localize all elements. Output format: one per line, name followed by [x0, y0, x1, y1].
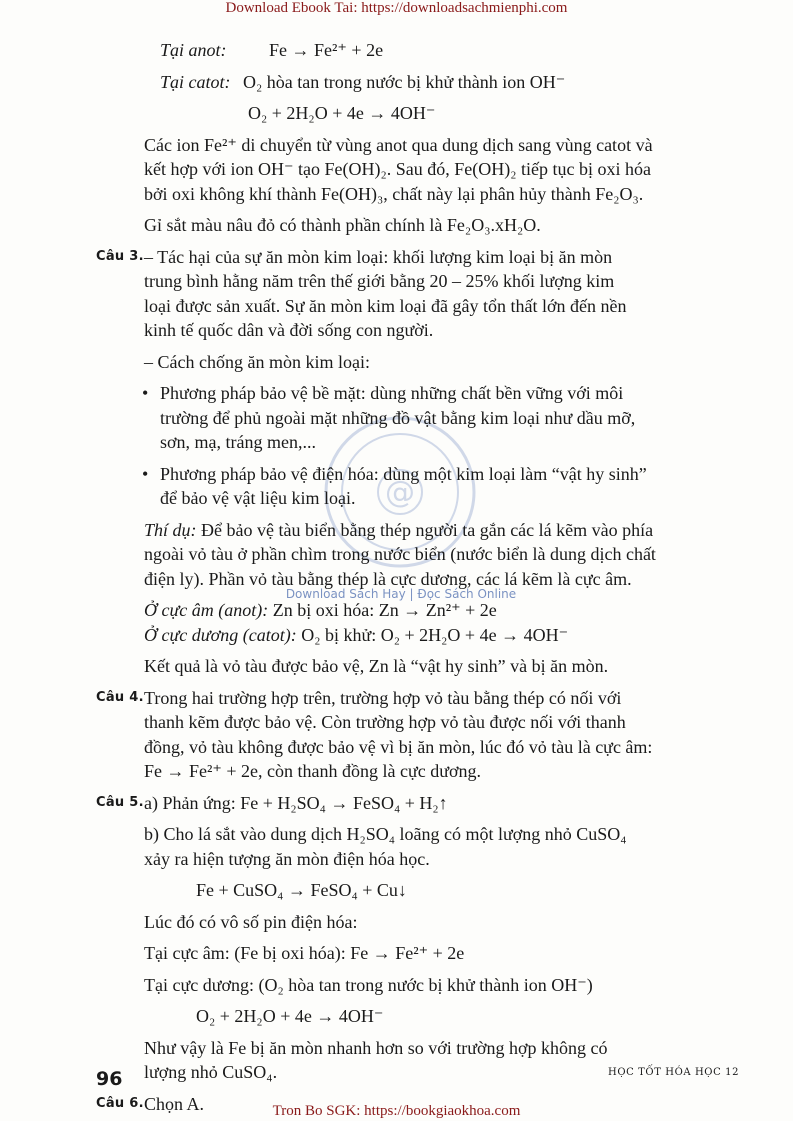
paragraph-line: thanh kẽm được bảo vệ. Còn trường hợp vỏ tàu được nối với thanh — [144, 712, 626, 732]
example-line: Thí dụ: Để bảo vệ tàu biển bằng thép người ta gắn các lá kẽm vào phía — [144, 519, 654, 540]
question-label: Câu 6. — [96, 1095, 144, 1111]
sgk-banner[interactable]: Tron Bo SGK: https://bookgiaokhoa.com — [272, 1103, 521, 1119]
svg-text:@: @ — [385, 475, 415, 510]
paragraph-line: Tại cực dương: (O₂ hòa tan trong nước bị khử thành ion OH⁻) — [144, 974, 593, 995]
paragraph-line: loại được sản xuất. Sự ăn mòn kim loại đã gây tổn thất lớn đến nền — [144, 295, 627, 316]
bullet-item: • Phương pháp bảo vệ bề mặt: dùng những chất bền vững với môi — [96, 381, 736, 406]
anot-line: Tại anot: Fe → Fe²⁺ + 2e — [160, 40, 384, 60]
download-banner[interactable]: Download Ebook Tai: https://downloadsachmienphi.com — [225, 0, 568, 16]
question-6: Câu 6. Chọn A. — [96, 1092, 736, 1117]
paragraph-line: Kết quả là vỏ tàu được bảo vệ, Zn là “vật hy sinh” và bị ăn mòn. — [144, 656, 609, 676]
paragraph-line: kết hợp với ion OH⁻ tạo Fe(OH)₂. Sau đó, Fe(OH)₂ tiếp tục bị oxi hóa — [144, 159, 652, 179]
question-label: Câu 5. — [96, 794, 144, 810]
bullet-item: • Phương pháp bảo vệ điện hóa: dùng một kim loại làm “vật hy sinh” — [96, 462, 736, 487]
cathode-reaction: Ở cực dương (catot): O₂ bị khử: O₂ + 2H₂O + 4e → 4OH⁻ — [144, 624, 569, 645]
paragraph-line: xảy ra hiện tượng ăn mòn điện hóa học. — [144, 848, 430, 869]
question-4: Câu 4. Trong hai trường hợp trên, trường hợp vỏ tàu bằng thép có nối với — [96, 686, 736, 711]
bullet-icon: • — [142, 383, 149, 403]
paragraph-line: điện ly). Phần vỏ tàu bằng thép là cực dương, các lá kẽm là cực âm. — [144, 568, 632, 589]
paragraph-line: Tại cực âm: (Fe bị oxi hóa): Fe → Fe²⁺ + 2e — [144, 943, 465, 963]
watermark-caption: Download Sách Hay | Đọc Sách Online — [285, 587, 517, 601]
catot-line: Tại catot: O₂ hòa tan trong nước bị khử thành ion OH⁻ — [160, 71, 566, 92]
page-number: 96 — [96, 1068, 123, 1090]
paragraph-line: Như vậy là Fe bị ăn mòn nhanh hơn so với trường hợp không có — [144, 1037, 608, 1058]
paragraph-line: bởi oxi không khí thành Fe(OH)₃, chất này lại phân hủy thành Fe₂O₃. — [144, 183, 644, 204]
paragraph-line: ngoài vỏ tàu ở phần chìm trong nước biển (nước biển là dung dịch chất — [144, 544, 656, 564]
question-label: Câu 3. — [96, 248, 144, 264]
question-label: Câu 4. — [96, 689, 144, 705]
paragraph-line: kinh tế quốc dân và đời sống con người. — [144, 320, 434, 340]
paragraph-line: sơn, mạ, tráng men,... — [160, 432, 316, 452]
paragraph-line: Lúc đó có vô số pin điện hóa: — [144, 911, 358, 932]
paragraph-line: đồng, vỏ tàu không được bảo vệ vì bị ăn mòn, lúc đó vỏ tàu là cực âm: — [144, 736, 653, 757]
equation-line: O₂ + 2H₂O + 4e → 4OH⁻ — [196, 1006, 384, 1026]
paragraph-line: để bảo vệ vật liệu kim loại. — [160, 488, 356, 508]
paragraph-line: trường để phủ ngoài mặt những đồ vật bằng kim loại như dầu mỡ, — [160, 407, 636, 428]
equation-line: Fe + CuSO₄ → FeSO₄ + Cu↓ — [196, 880, 407, 900]
paragraph-line: Các ion Fe²⁺ di chuyển từ vùng anot qua dung dịch sang vùng catot và — [144, 134, 653, 155]
paragraph-line: b) Cho lá sắt vào dung dịch H₂SO₄ loãng có một lượng nhỏ CuSO₄ — [144, 824, 627, 844]
paragraph-line: lượng nhỏ CuSO₄. — [144, 1062, 278, 1082]
running-footer-title: HỌC TỐT HÓA HỌC 12 — [608, 1067, 740, 1078]
catot-equation: O₂ + 2H₂O + 4e → 4OH⁻ — [248, 103, 436, 123]
bullet-icon: • — [142, 463, 149, 484]
paragraph-line: Fe → Fe²⁺ + 2e, còn thanh đồng là cực dương. — [144, 761, 482, 781]
anode-reaction: Ở cực âm (anot): Zn bị oxi hóa: Zn → Zn²⁺ + 2e — [144, 600, 497, 620]
paragraph-line: – Cách chống ăn mòn kim loại: — [144, 351, 370, 372]
question-3: Câu 3. – Tác hại của sự ăn mòn kim loại: khối lượng kim loại bị ăn mòn — [96, 245, 736, 270]
question-5: Câu 5. a) Phản ứng: Fe + H₂SO₄ → FeSO₄ + H₂↑ — [96, 791, 736, 816]
document-body — [96, 38, 736, 1116]
paragraph-line: trung bình hằng năm trên thế giới bằng 20 – 25% khối lượng kim — [144, 271, 615, 291]
paragraph-line: Gỉ sắt màu nâu đỏ có thành phần chính là Fe₂O₃.xH₂O. — [144, 215, 541, 235]
